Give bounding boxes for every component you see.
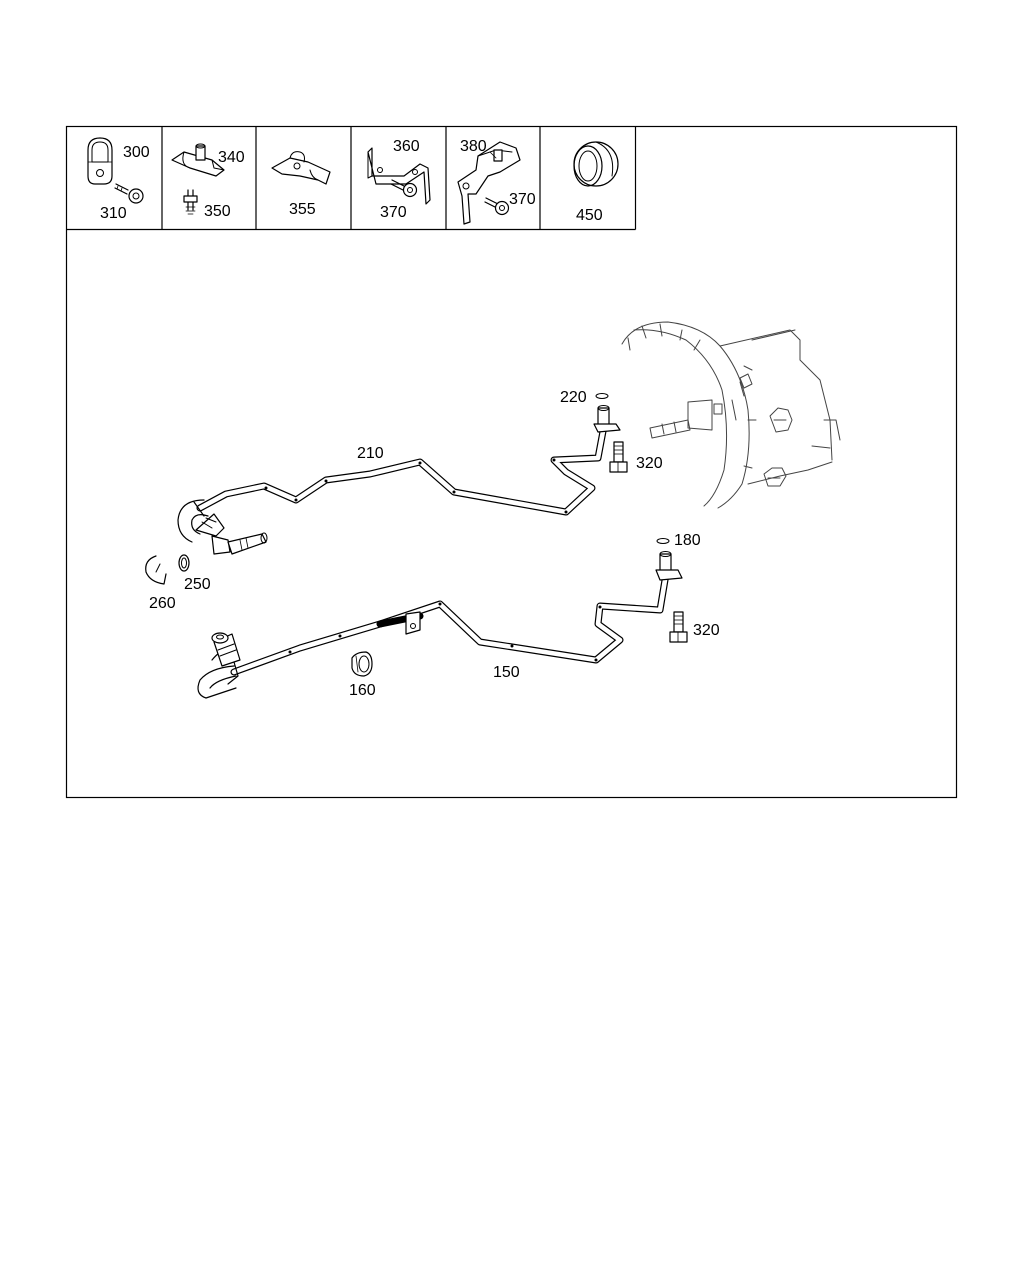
callout-260: 260 bbox=[149, 595, 176, 612]
bolt-370-icon bbox=[391, 180, 417, 197]
part-label-355: 355 bbox=[289, 201, 316, 218]
bushing-160-icon bbox=[352, 652, 372, 676]
part-label-370b: 370 bbox=[509, 191, 536, 208]
part-label-300: 300 bbox=[123, 144, 150, 161]
part-label-360: 360 bbox=[393, 138, 420, 155]
bolt-320-upper-icon bbox=[610, 442, 627, 472]
callout-150: 150 bbox=[493, 664, 520, 681]
callout-320-lower: 320 bbox=[693, 622, 720, 639]
bolt-310-icon bbox=[115, 184, 143, 203]
clip-355-icon bbox=[272, 152, 330, 184]
bracket-340-icon bbox=[172, 144, 224, 176]
part-label-380: 380 bbox=[460, 138, 487, 155]
o-ring-220-icon bbox=[596, 394, 608, 399]
transmission-housing bbox=[622, 322, 840, 508]
callout-180: 180 bbox=[674, 532, 701, 549]
seal-ring-250-icon bbox=[179, 555, 189, 571]
parts-table-grid bbox=[67, 127, 636, 230]
part-label-370: 370 bbox=[380, 204, 407, 221]
diagram-frame bbox=[67, 127, 957, 798]
callout-250: 250 bbox=[184, 576, 211, 593]
callout-160: 160 bbox=[349, 682, 376, 699]
clip-260-icon bbox=[146, 556, 166, 584]
oil-line-150 bbox=[198, 552, 682, 699]
callout-320-upper: 320 bbox=[636, 455, 663, 472]
seal-ring-450-icon bbox=[574, 142, 618, 186]
bolt-370b-icon bbox=[485, 198, 509, 215]
bracket-360-icon bbox=[368, 148, 430, 204]
part-label-340: 340 bbox=[218, 149, 245, 166]
bolt-320-lower-icon bbox=[670, 612, 687, 642]
part-label-450: 450 bbox=[576, 207, 603, 224]
part-label-350: 350 bbox=[204, 203, 231, 220]
oil-line-210 bbox=[178, 406, 620, 555]
part-label-310: 310 bbox=[100, 205, 127, 222]
callout-210: 210 bbox=[357, 445, 384, 462]
callout-220: 220 bbox=[560, 389, 587, 406]
clamp-300-icon bbox=[88, 138, 112, 184]
bolt-350-icon bbox=[184, 190, 197, 214]
o-ring-180-icon bbox=[657, 539, 669, 544]
